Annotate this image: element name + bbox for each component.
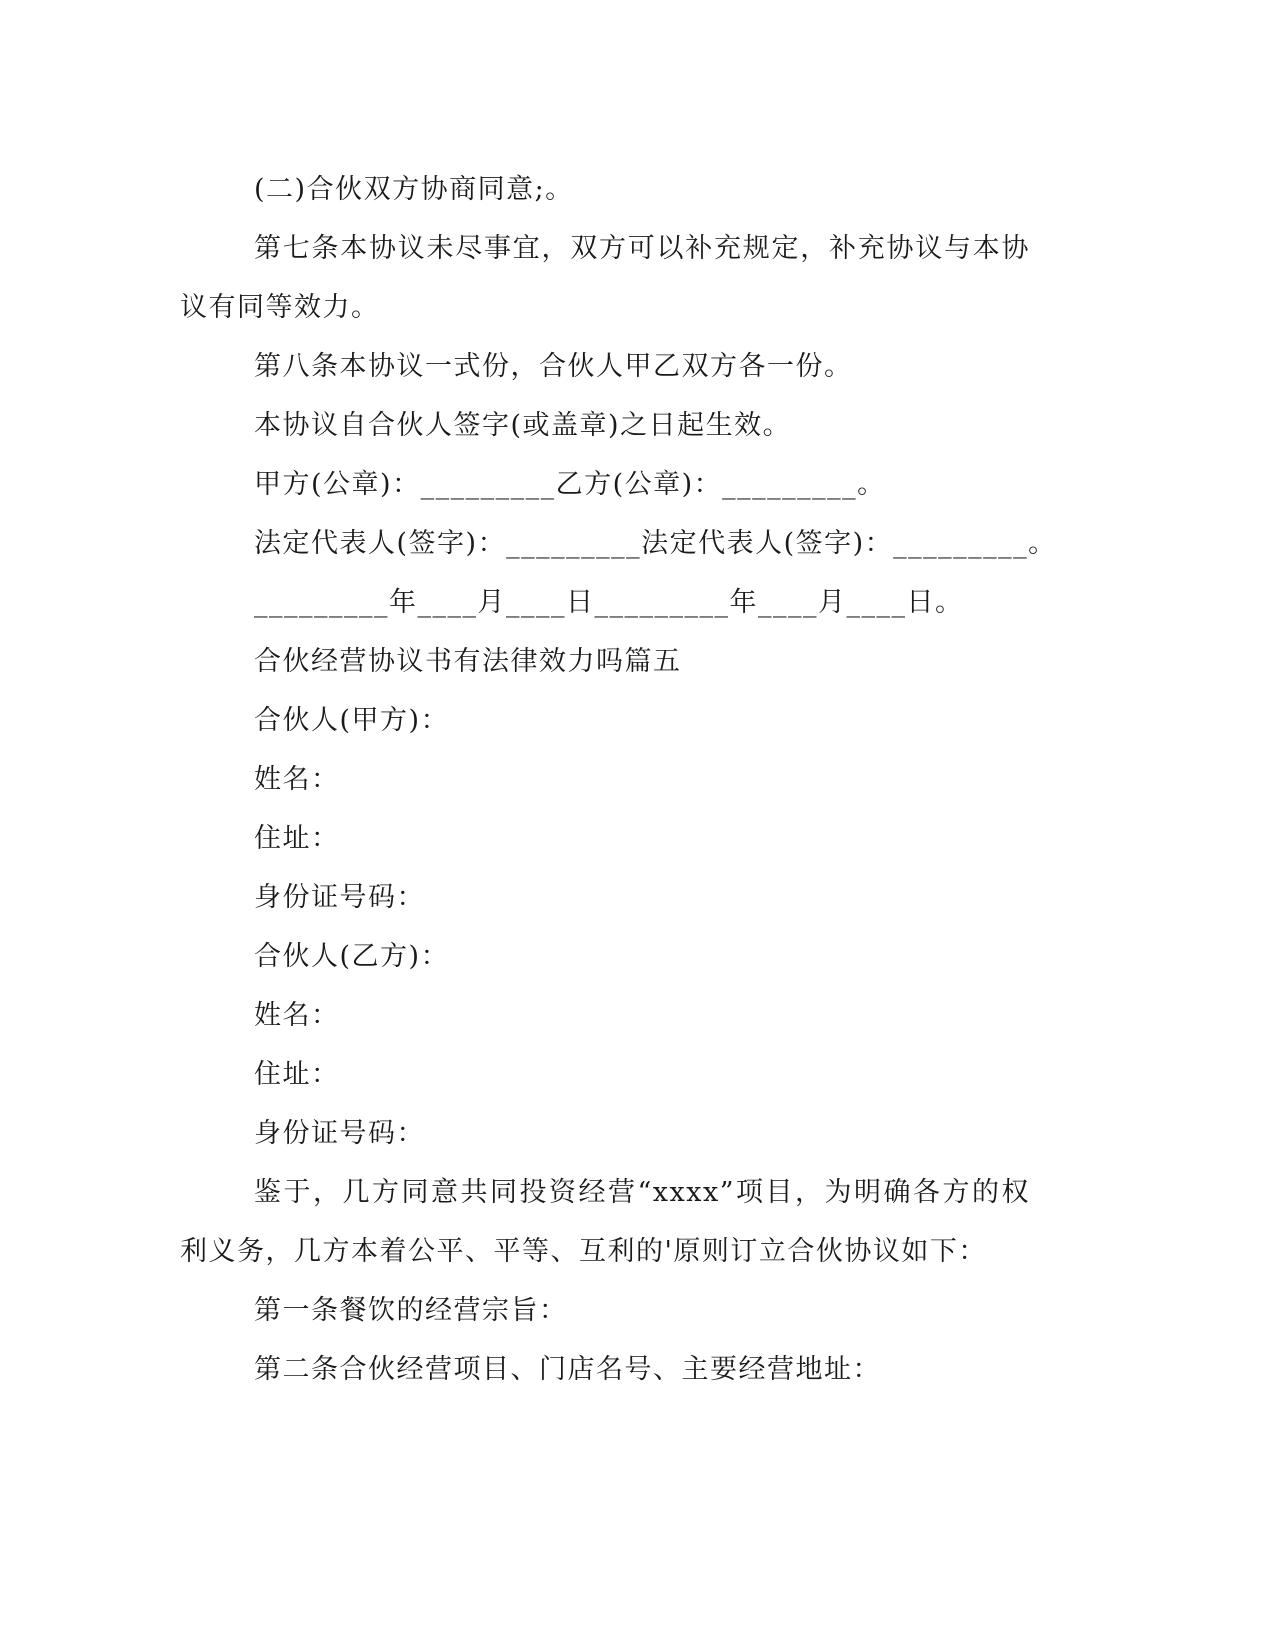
paragraph-article-1: 第一条餐饮的经营宗旨： <box>254 1295 568 1326</box>
paragraph-article-8: 第八条本协议一式份，合伙人甲乙双方各一份。 <box>254 351 853 382</box>
partner-b-label: 合伙人(乙方)： <box>254 941 450 972</box>
signature-date-line: _________年____月____日_________年____月____日。 <box>254 587 964 618</box>
partner-a-address: 住址： <box>254 823 340 854</box>
paragraph-article-7: 第七条本协议未尽事宜，双方可以补充规定，补充协议与本协议有同等效力。 <box>180 233 1030 323</box>
signature-representative-line: 法定代表人(签字)：_________法定代表人(签字)：_________。 <box>254 528 1057 559</box>
document-body <box>180 160 1057 1399</box>
partner-b-address: 住址： <box>254 1059 340 1090</box>
paragraph-clause-2: (二)合伙双方协商同意;。 <box>254 174 574 205</box>
section-heading: 合伙经营协议书有法律效力吗篇五 <box>254 646 682 677</box>
partner-b-name: 姓名： <box>254 1000 340 1031</box>
paragraph-article-2: 第二条合伙经营项目、门店名号、主要经营地址： <box>254 1354 881 1385</box>
partner-a-name: 姓名： <box>254 764 340 795</box>
signature-seal-line: 甲方(公章)：_________乙方(公章)：_________。 <box>254 469 886 500</box>
partner-a-id: 身份证号码： <box>254 882 425 913</box>
paragraph-preamble: 鉴于，几方同意共同投资经营“xxxx”项目，为明确各方的权利义务，几方本着公平、平等、互利的'原则订立合伙协议如下： <box>180 1177 1030 1267</box>
partner-a-label: 合伙人(甲方)： <box>254 705 450 736</box>
partner-b-id: 身份证号码： <box>254 1118 425 1149</box>
paragraph-effective: 本协议自合伙人签字(或盖章)之日起生效。 <box>254 410 792 441</box>
